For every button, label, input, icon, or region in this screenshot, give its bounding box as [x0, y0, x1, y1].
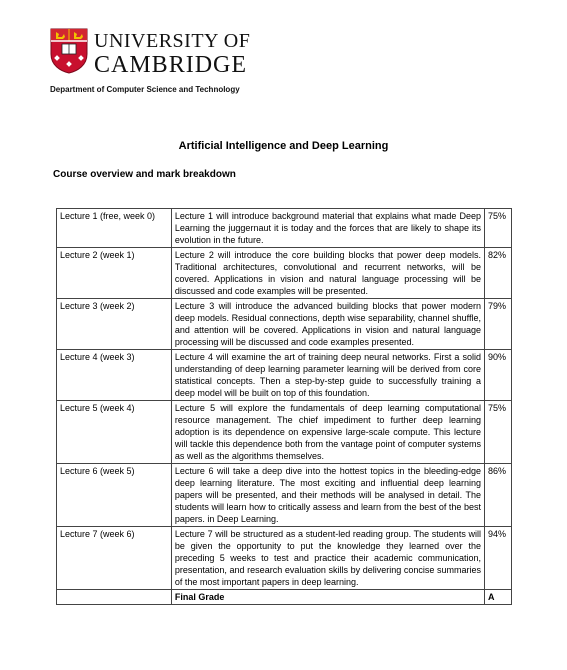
description-cell: Lecture 1 will introduce background material that explains what made Deep Learning the juggernaut it is today and the forces that are likely to shape its evolution in the future.	[171, 209, 484, 248]
final-grade-row	[57, 590, 512, 605]
cambridge-crest-icon	[50, 28, 88, 74]
mark-cell: 90%	[485, 350, 512, 401]
mark-cell: 75%	[485, 209, 512, 248]
mark-cell: 82%	[485, 248, 512, 299]
mark-cell: 94%	[485, 527, 512, 590]
table-row	[57, 299, 512, 350]
table-row	[57, 248, 512, 299]
lecture-cell: Lecture 2 (week 1)	[57, 248, 172, 299]
mark-cell: 75%	[485, 401, 512, 464]
university-line-2: CAMBRIDGE	[94, 52, 248, 78]
final-grade-label: Final Grade	[171, 590, 484, 605]
lecture-cell: Lecture 1 (free, week 0)	[57, 209, 172, 248]
lecture-cell: Lecture 6 (week 5)	[57, 464, 172, 527]
mark-cell: 86%	[485, 464, 512, 527]
table-row	[57, 527, 512, 590]
department-name: Department of Computer Science and Technology	[50, 85, 240, 94]
university-line-1: UNIVERSITY OF	[94, 30, 251, 52]
table-row	[57, 209, 512, 248]
description-cell: Lecture 5 will explore the fundamentals of deep learning computational resource management. The chief impediment to further deep learning adoption is its dependence on expensive large-scale compute. This lecture will tackle this dependence both from the vantage point of computer systems as well as the algorithms themselves.	[171, 401, 484, 464]
table-row	[57, 350, 512, 401]
empty-cell	[57, 590, 172, 605]
lecture-cell: Lecture 5 (week 4)	[57, 401, 172, 464]
document-subtitle: Course overview and mark breakdown	[53, 169, 236, 180]
description-cell: Lecture 2 will introduce the core building blocks that power deep models. Traditional architectures, convolutional and recurrent networks, will be covered. Applications in vision and natural language processing will be discussed and code examples will be presented.	[171, 248, 484, 299]
university-wordmark	[94, 30, 250, 78]
course-table	[56, 208, 512, 605]
final-grade-value: A	[485, 590, 512, 605]
table-row	[57, 464, 512, 527]
mark-cell: 79%	[485, 299, 512, 350]
table-row	[57, 401, 512, 464]
description-cell: Lecture 7 will be structured as a student-led reading group. The students will be given the opportunity to put the knowledge they learned over the preceding 5 weeks to test and practice their academic communication, presentation, and research evaluation skills by delivering concise summaries of the most important papers in deep learning.	[171, 527, 484, 590]
lecture-cell: Lecture 4 (week 3)	[57, 350, 172, 401]
description-cell: Lecture 4 will examine the art of training deep neural networks. First a solid understanding of deep learning parameter learning will be derived from core statistical concepts. Then a step-by-step guide to successfully training a deep model will be built on top of this foundation.	[171, 350, 484, 401]
description-cell: Lecture 3 will introduce the advanced building blocks that power modern deep models. Residual connections, depth wise separability, channel shuffle, and attention will be covered. Applications in vision and natural language processing will be discussed and code examples presented.	[171, 299, 484, 350]
lecture-cell: Lecture 7 (week 6)	[57, 527, 172, 590]
description-cell: Lecture 6 will take a deep dive into the hottest topics in the bleeding-edge deep learning literature. The most exciting and influential deep learning papers will be presented, and their methods will be analysed in detail. The students will learn how to critically assess and learn from the best of the best papers. in Deep Learning.	[171, 464, 484, 527]
lecture-cell: Lecture 3 (week 2)	[57, 299, 172, 350]
document-title: Artificial Intelligence and Deep Learning	[178, 140, 389, 152]
